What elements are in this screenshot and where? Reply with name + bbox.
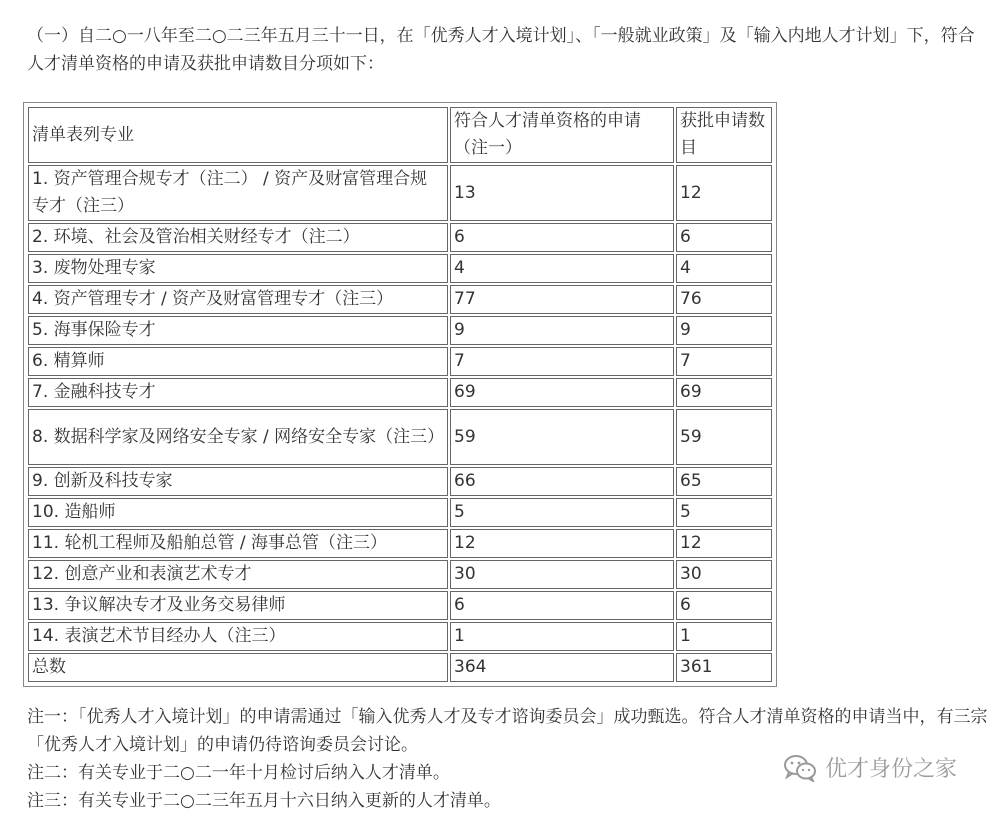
table-row [28, 285, 772, 314]
table-row [28, 165, 772, 221]
total-approved: 361 [676, 653, 772, 682]
row-approved: 6 [676, 223, 772, 252]
statistics-table-frame [23, 102, 777, 687]
row-profession: 9. 创新及科技专家 [28, 467, 448, 496]
total-label: 总数 [28, 653, 448, 682]
row-profession: 4. 资产管理专才 / 资产及财富管理专才（注三） [28, 285, 448, 314]
row-approved: 69 [676, 378, 772, 407]
row-eligible: 77 [450, 285, 674, 314]
row-eligible: 12 [450, 529, 674, 558]
footnote-2: 注二：有关专业于二○二一年十月检讨后纳入人才清单。 [27, 763, 450, 783]
row-profession: 5. 海事保险专才 [28, 316, 448, 345]
row-eligible: 9 [450, 316, 674, 345]
header-eligible-applications: 符合人才清单资格的申请（注一） [450, 107, 674, 163]
table-row [28, 560, 772, 589]
row-eligible: 6 [450, 591, 674, 620]
row-approved: 6 [676, 591, 772, 620]
table-row [28, 347, 772, 376]
table-row [28, 529, 772, 558]
table-row [28, 591, 772, 620]
intro-paragraph: （一）自二○一八年至二○二三年五月三十一日，在「优秀人才入境计划」、「一般就业政策」及「输入内地人才计划」下，符合人才清单资格的申请及获批申请数目分项如下： [27, 26, 975, 74]
row-profession: 10. 造船师 [28, 498, 448, 527]
row-profession: 2. 环境、社会及管治相关财经专才（注二） [28, 223, 448, 252]
row-approved: 76 [676, 285, 772, 314]
row-profession: 14. 表演艺术节目经办人（注三） [28, 622, 448, 651]
row-eligible: 5 [450, 498, 674, 527]
row-approved: 65 [676, 467, 772, 496]
footnote-1: 注一：「优秀人才入境计划」的申请需通过「输入优秀人才及专才谘询委员会」成功甄选。符合人才清单资格的申请当中，有三宗「优秀人才入境计划」的申请仍待谘询委员会讨论。 [27, 707, 988, 755]
row-profession: 6. 精算师 [28, 347, 448, 376]
row-profession: 7. 金融科技专才 [28, 378, 448, 407]
row-approved: 4 [676, 254, 772, 283]
table-header-row [28, 107, 772, 163]
table-row [28, 316, 772, 345]
row-approved: 59 [676, 409, 772, 465]
row-eligible: 13 [450, 165, 674, 221]
table-total-row [28, 653, 772, 682]
header-approved-applications: 获批申请数目 [676, 107, 772, 163]
table-row [28, 467, 772, 496]
footnote-3: 注三：有关专业于二○二三年五月十六日纳入更新的人才清单。 [27, 791, 501, 811]
row-approved: 30 [676, 560, 772, 589]
table-row [28, 378, 772, 407]
row-approved: 1 [676, 622, 772, 651]
statistics-table [26, 105, 774, 684]
table-row [28, 409, 772, 465]
row-profession: 12. 创意产业和表演艺术专才 [28, 560, 448, 589]
row-eligible: 59 [450, 409, 674, 465]
row-profession: 13. 争议解决专才及业务交易律师 [28, 591, 448, 620]
row-eligible: 69 [450, 378, 674, 407]
row-approved: 9 [676, 316, 772, 345]
row-profession: 8. 数据科学家及网络安全专家 / 网络安全专家（注三） [28, 409, 448, 465]
row-approved: 7 [676, 347, 772, 376]
total-eligible: 364 [450, 653, 674, 682]
row-eligible: 30 [450, 560, 674, 589]
row-profession: 11. 轮机工程师及船舶总管 / 海事总管（注三） [28, 529, 448, 558]
row-eligible: 7 [450, 347, 674, 376]
row-eligible: 6 [450, 223, 674, 252]
row-approved: 12 [676, 529, 772, 558]
table-row [28, 223, 772, 252]
watermark [783, 752, 957, 783]
wechat-icon [783, 754, 817, 782]
row-profession: 3. 废物处理专家 [28, 254, 448, 283]
table-row [28, 498, 772, 527]
header-profession: 清单表列专业 [28, 107, 448, 163]
table-row [28, 254, 772, 283]
watermark-text: 优才身份之家 [825, 757, 958, 782]
table-row [28, 622, 772, 651]
row-approved: 12 [676, 165, 772, 221]
row-approved: 5 [676, 498, 772, 527]
row-eligible: 4 [450, 254, 674, 283]
row-profession: 1. 资产管理合规专才（注二） / 资产及财富管理合规专才（注三） [28, 165, 448, 221]
row-eligible: 66 [450, 467, 674, 496]
row-eligible: 1 [450, 622, 674, 651]
